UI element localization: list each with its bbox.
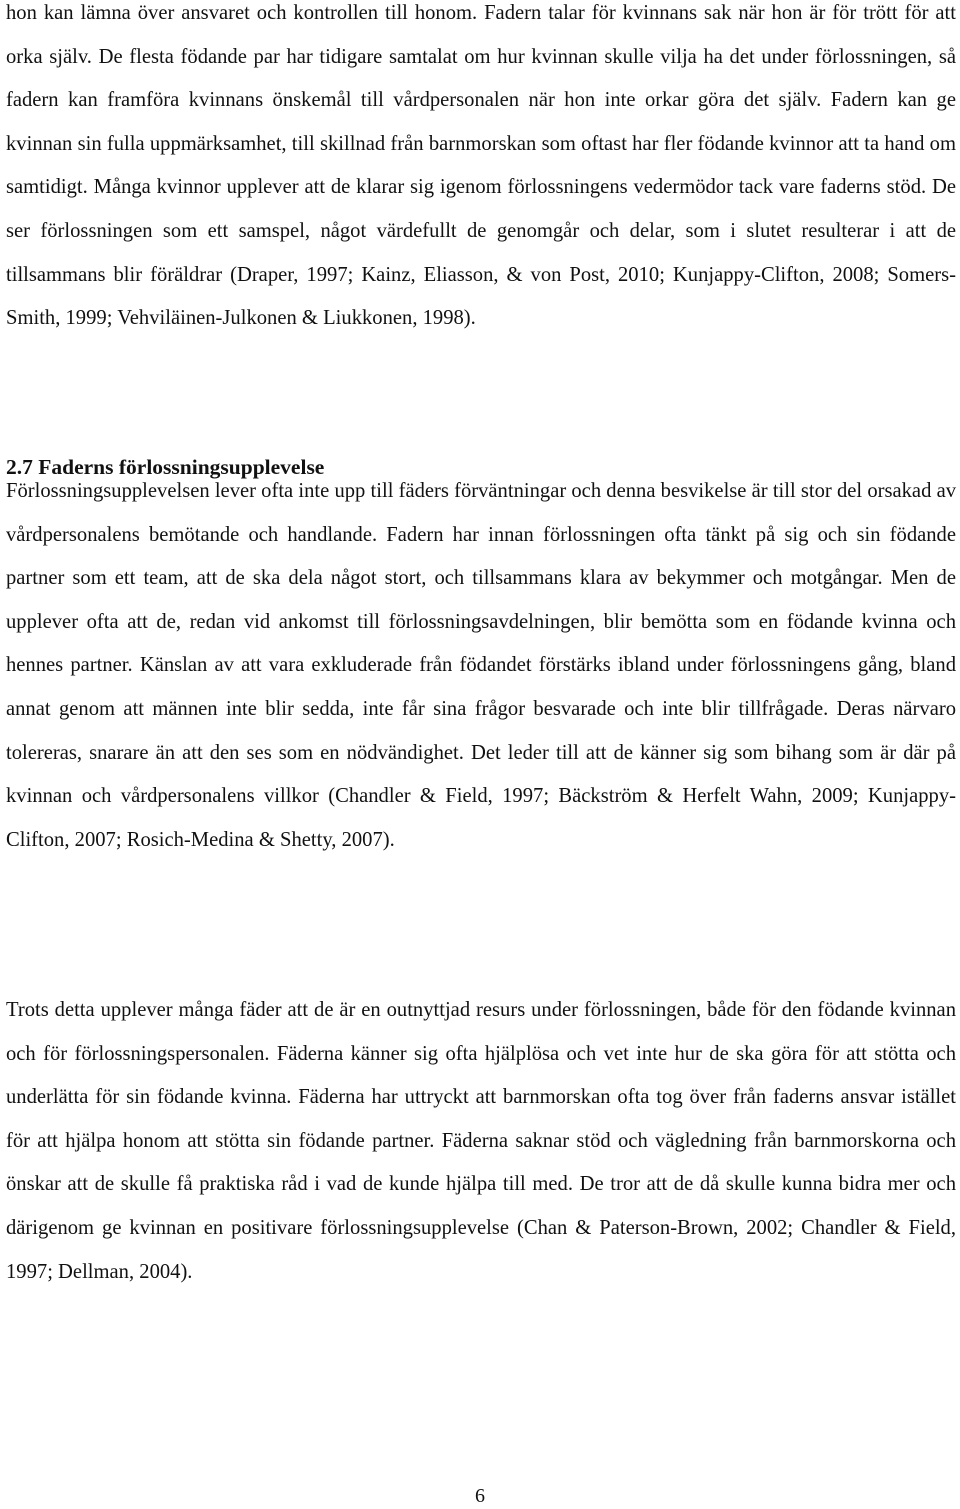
- body-paragraph: Trots detta upplever många fäder att de är en outnyttjad resurs under förlossningen, både för den födande kvinnan och för förlossningspersonalen. Fäderna känner sig ofta hjälplösa och vet inte hur de ska göra för att stötta och underlätta för sin födande kvinna. Fäderna har uttryckt att barnmorskan ofta tog över från faderns ansvar istället för att hjälpa honom att stötta sin födande partner. Fäderna saknar stöd och vägledning från barnmorskorna och önskar att de skulle få praktiska råd i vad de kunde hjälpa till med. De tror att de då skulle kunna bidra mer och därigenom ge kvinnan en positivare förlossningsupplevelse (Chan & Paterson-Brown, 2002; Chandler & Field, 1997; Dellman, 2004).: [6, 999, 956, 1283]
- section-heading: 2.7 Faderns förlossningsupplevelse: [6, 455, 325, 479]
- body-paragraph: Förlossningsupplevelsen lever ofta inte upp till fäders förväntningar och denna besvikelse är till stor del orsakad av vårdpersonalens bemötande och handlande. Fadern har innan förlossningen ofta tänkt på sig och sin födande partner som ett team, att de ska dela något stort, och tillsammans klara av bekymmer och motgångar. Men de upplever ofta att de, redan vid ankomst till förlossningsavdelningen, blir bemötta som en födande kvinna och hennes partner. Känslan av att vara exkluderade från födandet förstärks ibland under förlossningens gång, bland annat genom att männen inte blir sedda, inte får sina frågor besvarade och inte blir tillfrågade. Deras närvaro tolereras, snarare än att den ses som en nödvändighet. Det leder till att de känner sig som bihang som är där på kvinnan och vårdpersonalens villkor (Chandler & Field, 1997; Bäckström & Herfelt Wahn, 2009; Kunjappy-Clifton, 2007; Rosich-Medina & Shetty, 2007).: [6, 480, 956, 851]
- page-number: 6: [475, 1485, 485, 1507]
- body-paragraph: hon kan lämna över ansvaret och kontrollen till honom. Fadern talar för kvinnans sak när hon är för trött för att orka själv. De flesta födande par har tidigare samtalat om hur kvinnan skulle vilja ha det under förlossningen, så fadern kan framföra kvinnans önskemål till vårdpersonalen när hon inte orkar göra det själv. Fadern kan ge kvinnan sin fulla uppmärksamhet, till skillnad från barnmorskan som oftast har fler födande kvinnor att ta hand om samtidigt. Många kvinnor upplever att de klarar sig igenom förlossningens vedermödor tack vare faderns stöd. De ser förlossningen som ett samspel, något värdefullt de genomgår och delar, som i slutet resulterar i att de tillsammans blir föräldrar (Draper, 1997; Kainz, Eliasson, & von Post, 2010; Kunjappy-Clifton, 2008; Somers-Smith, 1999; Vehviläinen-Julkonen & Liukkonen, 1998).: [6, 2, 956, 330]
